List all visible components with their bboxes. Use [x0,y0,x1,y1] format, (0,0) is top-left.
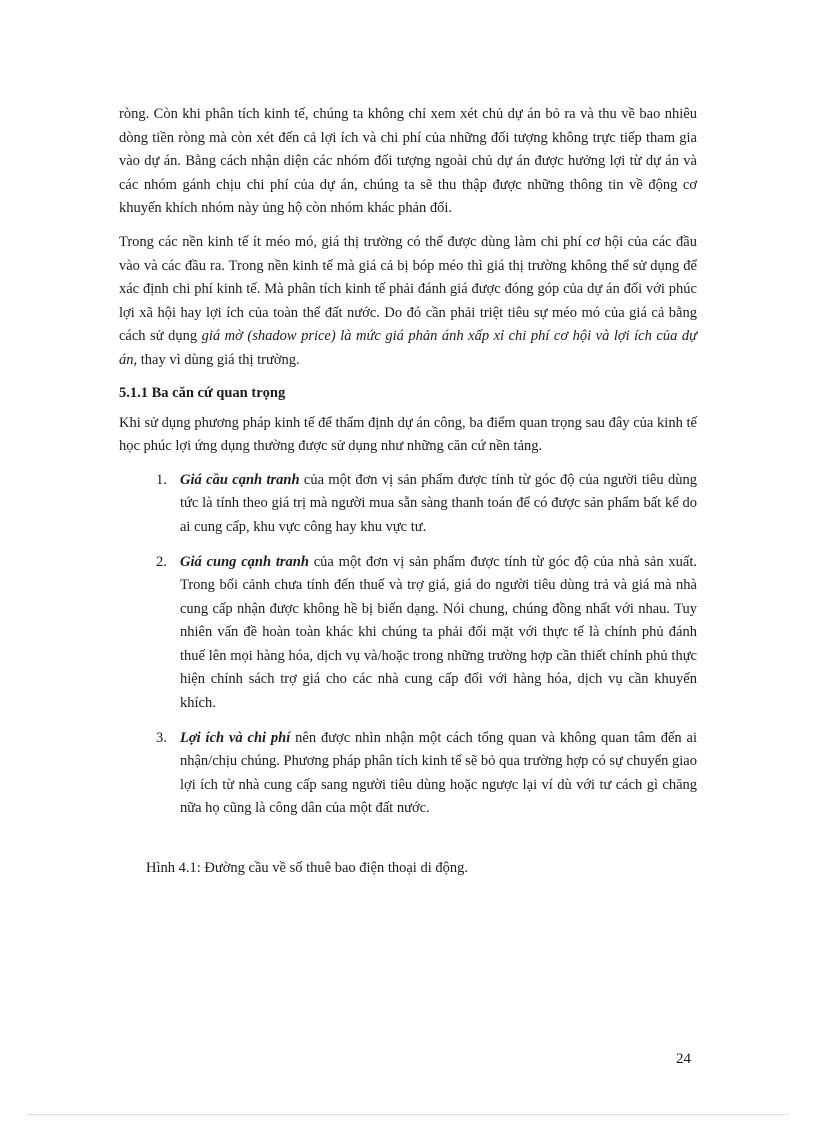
list-item-text [180,727,697,821]
list-item-body: nên được nhìn nhận một cách tổng quan và không quan tâm đến ai nhận/chịu chúng. Phương pháp phân tích kinh tế sẽ bỏ qua trường hợp có sự chuyển giao lợi ích từ nhà cung cấp sang người tiêu dùng hoặc ngược lại ví dù với tư cách gì chăng nữa họ cũng là công dân của một đất nước. [180,729,697,817]
criteria-item-benefits-costs [119,727,697,821]
paragraph-shadow-price-text: Trong các nền kinh tế ít méo mó, giá thị trường có thể được dùng làm chi phí cơ hội của các đầu vào và các đầu ra. Trong nền kinh tế mà giá cả bị bóp méo thì giá thị trường không thể sử dụng để xác định chi phí kinh tế. Mà phân tích kinh tế phải đánh giá được đóng góp của dự án đối với phúc lợi xã hội hay lợi ích của toàn thể đất nước. Do đó cần phải triệt tiêu sự méo mó của giá cả bằng cách sử dụng [119,233,697,345]
paragraph-shadow-price-end: , thay vì dùng giá thị trường. [133,351,300,368]
list-number: 2. [156,553,167,570]
list-item-text [180,551,697,716]
page-content [119,103,697,879]
figure-caption: Hình 4.1: Đường cầu về số thuê bao điện thoại di động. [146,860,468,877]
list-item-body: của một đơn vị sản phẩm được tính từ góc độ của nhà sản xuất. Trong bối cảnh chưa tính đến thuế và trợ giá, giá do người tiêu dùng trả và giá mà nhà cung cấp nhận được không hề bị biến dạng. Nói chung, chúng đồng nhất với nhau. Tuy nhiên vấn đề hoàn toàn khác khi chúng ta phải đối mặt với thực tế là chính phủ đánh thuế lên mọi hàng hóa, dịch vụ và/hoặc trong những trường hợp cần thiết chính phủ thực hiện chính sách trợ giá cho các nhà cung cấp đối với hàng hóa, dịch vụ cần khuyến khích. [180,553,697,712]
paragraph-economic-analysis: ròng. Còn khi phân tích kinh tế, chúng ta không chỉ xem xét chủ dự án bỏ ra và thu về bao nhiêu dòng tiền ròng mà còn xét đến cả lợi ích và chi phí của những đối tượng không trực tiếp tham gia vào dự án. Bằng cách nhận diện các nhóm đối tượng ngoài chủ dự án được hưởng lợi từ dự án và các nhóm gánh chịu chi phí của dự án, chúng ta sẽ thu thập được những thông tin về động cơ khuyến khích nhóm này ủng hộ còn nhóm khác phản đối. [119,106,697,217]
list-number: 1. [156,471,167,488]
paragraph-shadow-price [119,231,697,373]
list-number: 3. [156,729,167,746]
list-item-text [180,469,697,540]
list-item-term: Giá cầu cạnh tranh [180,471,300,488]
section-intro: Khi sử dụng phương pháp kinh tế để thẩm định dự án công, ba điểm quan trọng sau đây của kinh tế học phúc lợi ứng dụng thường được sử dụng như những căn cứ nền tảng. [119,414,697,455]
criteria-list [119,469,697,821]
section-heading: 5.1.1 Ba căn cứ quan trọng [119,384,286,401]
list-item-body: của một đơn vị sản phẩm được tính từ góc độ của người tiêu dùng tức là tính theo giá trị mà người mua sẵn sàng thanh toán để có được sản phẩm bất kể do ai cung cấp, khu vực công hay khu vực tư. [180,471,697,535]
shadow-price-definition: giá mờ (shadow price) là mức giá phản ánh xấp xỉ chi phí cơ hội và lợi ích của dự án [119,328,698,368]
page-number: 24 [676,1051,691,1067]
criteria-item-supply-price [119,551,697,716]
list-item-term: Giá cung cạnh tranh [180,553,309,570]
criteria-item-demand-price [119,469,697,540]
list-item-term: Lợi ích và chi phí [180,729,291,746]
page-bottom-rule [28,1114,788,1115]
